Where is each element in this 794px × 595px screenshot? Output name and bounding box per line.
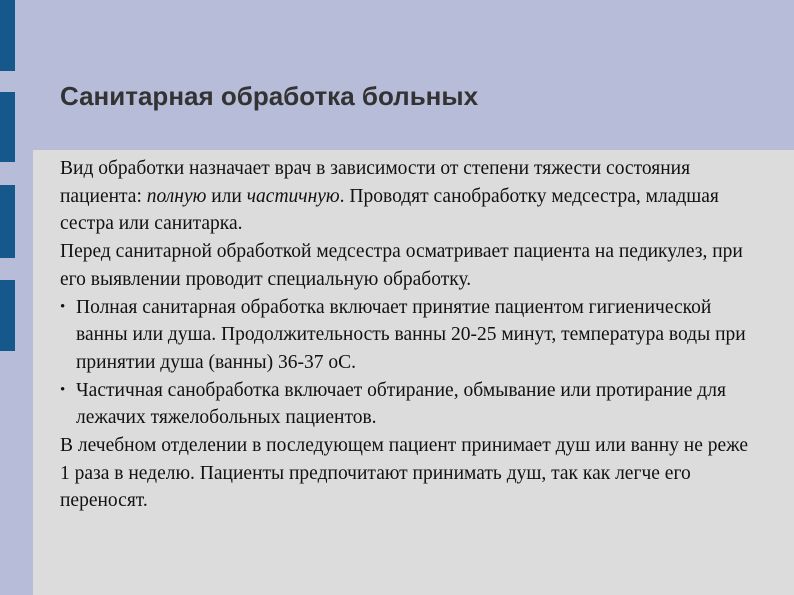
bullet-marker: •	[60, 381, 66, 398]
accent-bar-2	[0, 92, 15, 162]
slide-body	[60, 155, 760, 515]
paragraph-lice-inspection: Перед санитарной обработкой медсестра осматривает пациента на педикулез, при его выявлении проводит специальную обработку.	[60, 241, 743, 290]
bullet-text: Частичная санобработка включает обтирание, обмывание или протирание для лежачих тяжелобольных пациентов.	[76, 379, 726, 429]
partial-treatment-term: частичную	[246, 185, 340, 207]
paragraph-treatment-type-end: . Проводят санобработку медсестра, младшая сестра или санитарка.	[60, 185, 719, 235]
paragraph-treatment-type-connector: или	[206, 185, 247, 207]
accent-bar-1	[0, 0, 15, 71]
full-treatment-term: полную	[146, 185, 207, 207]
paragraph-treatment-type-start: Вид обработки назначает врач в зависимости от степени тяжести состояния пациента:	[60, 158, 691, 207]
paragraph-treatment-type	[60, 155, 760, 238]
slide-title: Санитарная обработка больных	[60, 81, 479, 111]
bullet-partial-treatment	[60, 377, 760, 432]
bullet-marker: •	[60, 298, 66, 315]
bullet-full-treatment	[60, 294, 760, 377]
accent-bar-4	[0, 280, 15, 351]
accent-bar-3	[0, 185, 15, 258]
paragraph-weekly-bath: В лечебном отделении в последующем пациент принимает душ или ванну не реже 1 раза в неделю. Пациенты предпочитают принимать душ, так как легче его переносят.	[60, 435, 748, 512]
bullet-text: Полная санитарная обработка включает принятие пациентом гигиенической ванны или душа. Продолжительность ванны 20-25 минут, температура воды при принятии душа (ванны) 36-37 оС.	[76, 296, 746, 373]
